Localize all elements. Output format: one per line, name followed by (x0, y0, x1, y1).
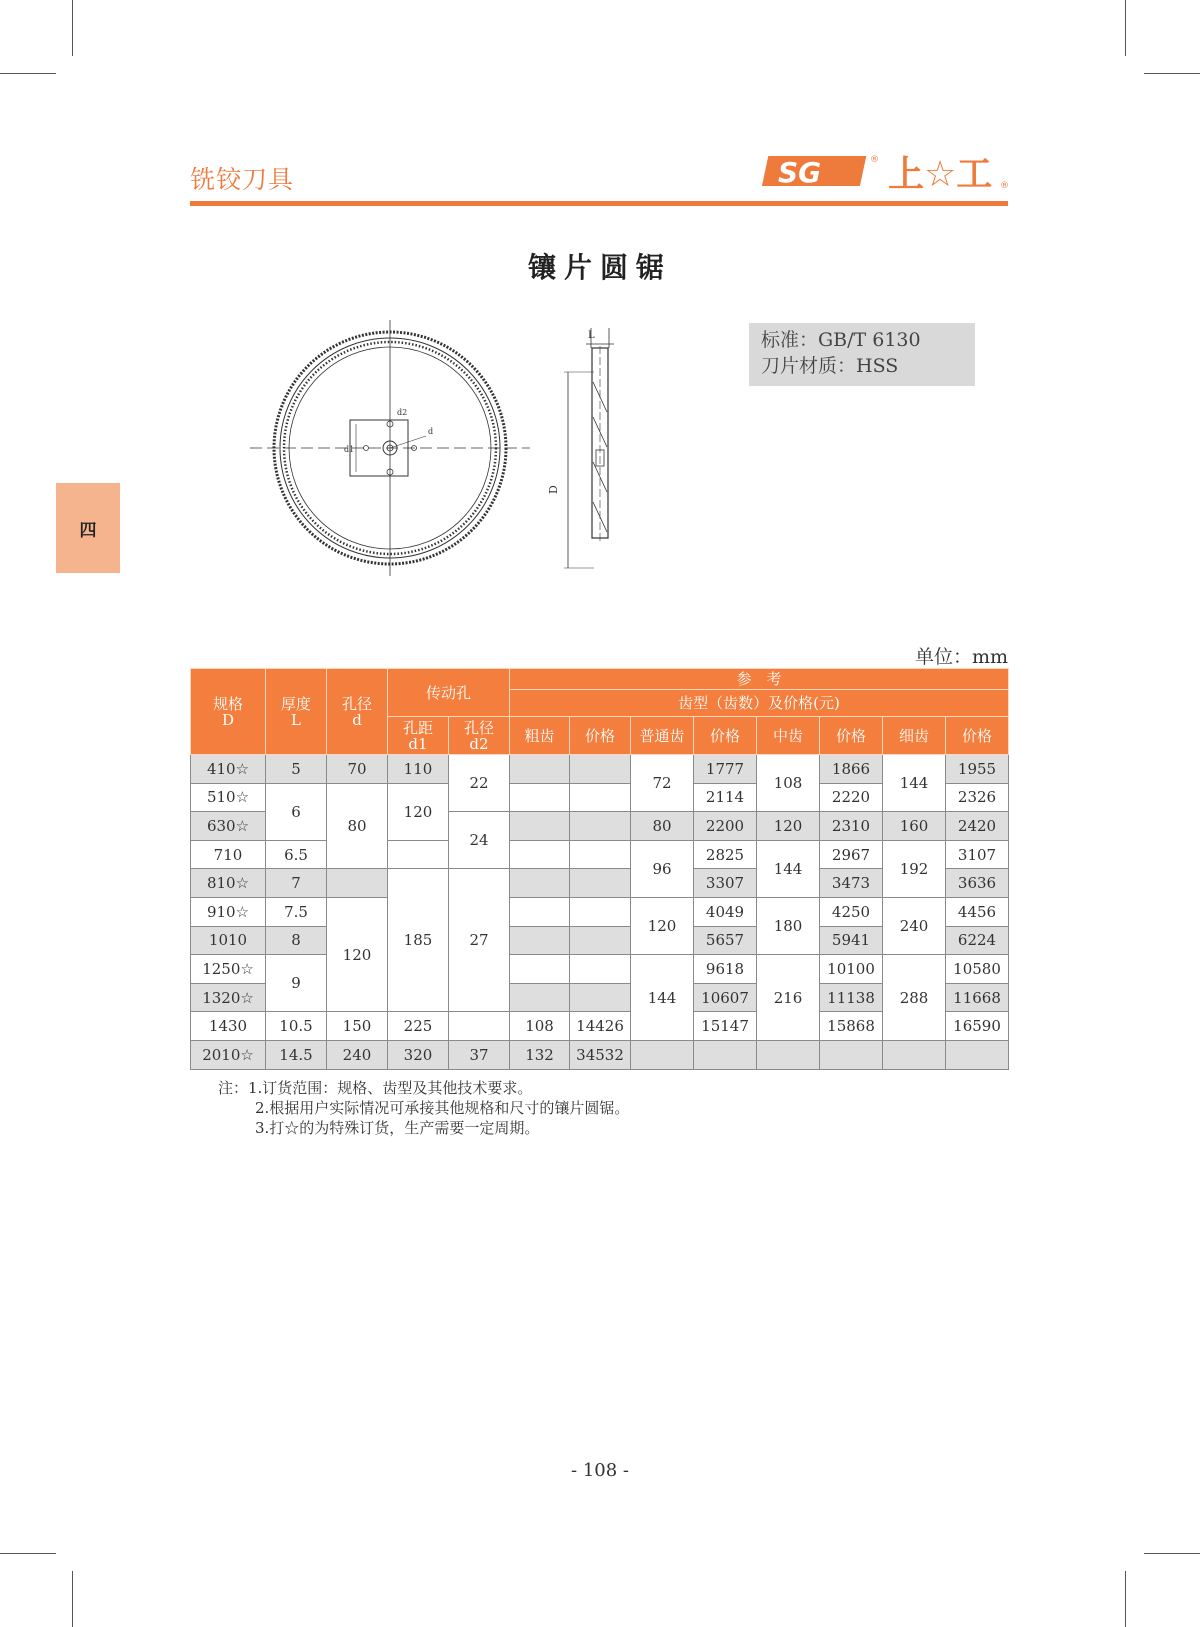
header-drive-hole: 传动孔 (388, 669, 510, 717)
cell-medium-price: 15868 (820, 1012, 883, 1041)
cell-fine-price: 2326 (946, 783, 1009, 812)
crop-mark (0, 1553, 56, 1554)
cell-normal-price: 2200 (694, 812, 757, 841)
cell-normal-price: 3307 (694, 869, 757, 898)
header-fine: 细齿 (883, 717, 946, 755)
cell-d1: 120 (388, 783, 449, 840)
cell-fine: 160 (883, 812, 946, 841)
cell-coarse (510, 755, 570, 784)
crop-mark (0, 73, 56, 74)
cell-d1 (388, 840, 449, 869)
cell-coarse (510, 955, 570, 984)
cell-spec: 810☆ (191, 869, 266, 898)
section-title: 铣铰刀具 (190, 165, 295, 194)
material-text: 刀片材质：HSS (761, 355, 899, 377)
header-d1: 孔距 d1 (388, 717, 449, 755)
cell-coarse (510, 897, 570, 926)
saw-spec-table (190, 668, 1009, 1070)
header-thickness: 厚度 L (266, 669, 327, 755)
header-tooth-price: 齿型（齿数）及价格(元) (510, 690, 1009, 717)
cell-coarse-price (570, 755, 631, 784)
header-d2: 孔径 d2 (449, 717, 510, 755)
cell-bore (327, 869, 388, 898)
cell-bore: 150 (327, 1012, 388, 1041)
table-row (191, 897, 1009, 926)
crop-mark (1144, 73, 1200, 74)
header-reference: 参 考 (510, 669, 1009, 690)
cell-coarse-price: 34532 (570, 1040, 631, 1069)
cell-d2: 24 (449, 812, 510, 869)
cell-fine: 288 (883, 955, 946, 1041)
label-D: D (547, 485, 560, 494)
cell-thickness: 10.5 (266, 1012, 327, 1041)
cell-medium: 120 (757, 812, 820, 841)
cell-thickness: 8 (266, 926, 327, 955)
cell-fine-price (946, 1040, 1009, 1069)
cell-medium: 180 (757, 897, 820, 954)
cell-fine-price: 3636 (946, 869, 1009, 898)
cell-medium: 108 (757, 755, 820, 812)
label-d2: d2 (397, 408, 408, 417)
cell-medium-price: 2220 (820, 783, 883, 812)
cell-medium-price: 11138 (820, 983, 883, 1012)
cell-normal-price: 10607 (694, 983, 757, 1012)
chapter-tab: 四 (56, 483, 120, 573)
cell-coarse-price (570, 897, 631, 926)
label-d1: d1 (344, 445, 355, 454)
cell-medium-price (820, 1040, 883, 1069)
brand-latin: SG (778, 156, 822, 189)
note-line: 3.打☆的为特殊订货，生产需要一定周期。 (255, 1119, 540, 1137)
cell-coarse (510, 783, 570, 812)
cell-thickness: 7.5 (266, 897, 327, 926)
cell-coarse-price (570, 869, 631, 898)
cell-d1: 225 (388, 1012, 449, 1041)
cell-d1: 185 (388, 869, 449, 1012)
cell-d1: 110 (388, 755, 449, 784)
cell-bore: 70 (327, 755, 388, 784)
crop-mark (1144, 1553, 1200, 1554)
cell-thickness: 7 (266, 869, 327, 898)
cell-coarse-price: 14426 (570, 1012, 631, 1041)
cell-medium-price: 1866 (820, 755, 883, 784)
cell-fine-price: 4456 (946, 897, 1009, 926)
cell-coarse (510, 869, 570, 898)
crop-mark (1125, 1571, 1126, 1627)
unit-label: 单位：mm (914, 646, 1008, 668)
cell-medium-price: 4250 (820, 897, 883, 926)
cell-fine-price: 11668 (946, 983, 1009, 1012)
cell-thickness: 6.5 (266, 840, 327, 869)
cell-spec: 910☆ (191, 897, 266, 926)
cell-spec: 1320☆ (191, 983, 266, 1012)
cell-d1: 320 (388, 1040, 449, 1069)
crop-mark (72, 1571, 73, 1627)
cell-coarse-price (570, 955, 631, 984)
spec-box (749, 323, 975, 386)
cell-coarse-price (570, 812, 631, 841)
cell-normal-price: 1777 (694, 755, 757, 784)
cell-fine (883, 1040, 946, 1069)
header-normal: 普通齿 (631, 717, 694, 755)
page-number: - 108 - (571, 1460, 629, 1481)
label-L: L (588, 330, 595, 341)
cell-thickness: 5 (266, 755, 327, 784)
cell-fine-price: 6224 (946, 926, 1009, 955)
cell-normal-price: 2825 (694, 840, 757, 869)
cell-coarse-price (570, 840, 631, 869)
cell-normal-price: 4049 (694, 897, 757, 926)
cell-normal-price (694, 1040, 757, 1069)
cell-coarse-price (570, 926, 631, 955)
note-line: 注：1.订货范围：规格、齿型及其他技术要求。 (218, 1079, 533, 1097)
cell-normal: 72 (631, 755, 694, 812)
header-bore: 孔径 d (327, 669, 388, 755)
cell-normal (631, 1040, 694, 1069)
cell-bore: 240 (327, 1040, 388, 1069)
cell-spec: 710 (191, 840, 266, 869)
cell-medium-price: 5941 (820, 926, 883, 955)
cell-thickness: 14.5 (266, 1040, 327, 1069)
cell-normal-price: 15147 (694, 1012, 757, 1041)
cell-spec: 1430 (191, 1012, 266, 1041)
standard-text: 标准：GB/T 6130 (761, 329, 921, 351)
cell-medium-price: 2967 (820, 840, 883, 869)
cell-coarse-price (570, 783, 631, 812)
cell-fine-price: 16590 (946, 1012, 1009, 1041)
cell-spec: 1010 (191, 926, 266, 955)
cell-d2: 27 (449, 869, 510, 1012)
header-price: 价格 (694, 717, 757, 755)
cell-coarse: 108 (510, 1012, 570, 1041)
cell-fine: 240 (883, 897, 946, 954)
cell-coarse (510, 812, 570, 841)
cell-fine-price: 3107 (946, 840, 1009, 869)
header-spec: 规格 D (191, 669, 266, 755)
cell-normal: 80 (631, 812, 694, 841)
cell-spec: 410☆ (191, 755, 266, 784)
cell-normal: 144 (631, 955, 694, 1041)
cell-coarse (510, 926, 570, 955)
cell-coarse (510, 840, 570, 869)
cell-coarse (510, 983, 570, 1012)
table-row (191, 1040, 1009, 1069)
crop-mark (1125, 0, 1126, 56)
cell-fine-price: 10580 (946, 955, 1009, 984)
brand-registered-2: ® (1000, 181, 1009, 191)
cell-spec: 1250☆ (191, 955, 266, 984)
header-medium: 中齿 (757, 717, 820, 755)
cell-normal-price: 9618 (694, 955, 757, 984)
cell-spec: 510☆ (191, 783, 266, 812)
cell-medium-price: 2310 (820, 812, 883, 841)
header-price: 价格 (570, 717, 631, 755)
cell-coarse: 132 (510, 1040, 570, 1069)
cell-thickness: 9 (266, 955, 327, 1012)
cell-fine-price: 1955 (946, 755, 1009, 784)
table-row (191, 840, 1009, 869)
cell-thickness: 6 (266, 783, 327, 840)
cell-spec: 630☆ (191, 812, 266, 841)
notes (218, 1078, 629, 1138)
cell-coarse-price (570, 983, 631, 1012)
cell-d2 (449, 1012, 510, 1041)
cell-normal: 96 (631, 840, 694, 897)
cell-d2: 22 (449, 755, 510, 812)
cell-fine: 192 (883, 840, 946, 897)
table-row (191, 755, 1009, 784)
cell-medium-price: 10100 (820, 955, 883, 984)
cell-spec: 2010☆ (191, 1040, 266, 1069)
cell-fine: 144 (883, 755, 946, 812)
cell-fine-price: 2420 (946, 812, 1009, 841)
header-coarse: 粗齿 (510, 717, 570, 755)
brand-logo (770, 148, 1010, 196)
table-row (191, 955, 1009, 984)
label-d: d (428, 427, 434, 436)
header-rule (190, 201, 1008, 206)
note-line: 2.根据用户实际情况可承接其他规格和尺寸的镶片圆锯。 (255, 1099, 630, 1117)
header-price: 价格 (946, 717, 1009, 755)
cell-medium-price: 3473 (820, 869, 883, 898)
brand-chinese: 上☆工 (888, 154, 993, 195)
cell-normal-price: 5657 (694, 926, 757, 955)
header-price: 价格 (820, 717, 883, 755)
cell-medium (757, 1040, 820, 1069)
page-title: 镶片圆锯 (527, 251, 672, 284)
cell-bore: 120 (327, 897, 388, 1011)
cell-medium: 144 (757, 840, 820, 897)
cell-normal-price: 2114 (694, 783, 757, 812)
cell-d2: 37 (449, 1040, 510, 1069)
cell-bore: 80 (327, 783, 388, 869)
cell-medium: 216 (757, 955, 820, 1041)
brand-registered: ® (870, 155, 879, 165)
saw-side-view (547, 322, 640, 572)
crop-mark (72, 0, 73, 56)
cell-normal: 120 (631, 897, 694, 954)
saw-front-view (250, 320, 530, 580)
